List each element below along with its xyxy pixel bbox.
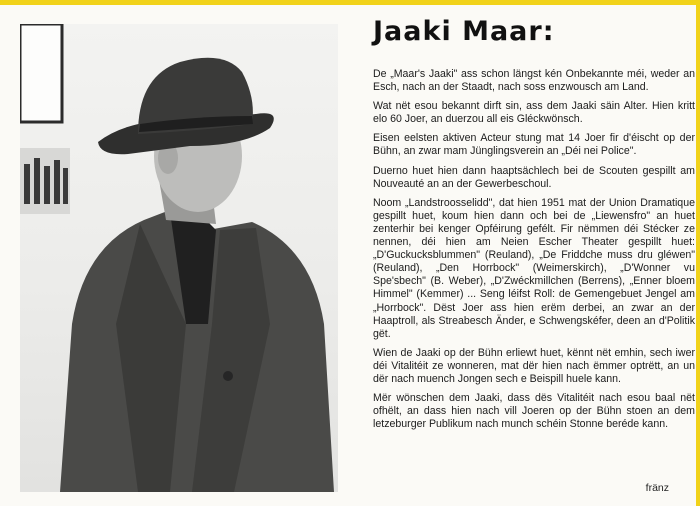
author-signature: fränz: [645, 482, 669, 494]
portrait-illustration: [20, 24, 338, 492]
portrait-photo: [20, 24, 338, 492]
paragraph: Eisen eelsten aktiven Acteur stung mat 14 Joer fir d'éischt op der Bühn, an zwar mam Jünglingsverein an „Déi nei Police".: [373, 132, 695, 158]
article-body: [373, 68, 695, 431]
coat-button: [223, 371, 233, 381]
paragraph: Noom „Landstroosselidd", dat hien 1951 mat der Union Dramatique gespillt huet, koum hien dann och bei de „Liewensfro" an huet zenterhir bei kenger Opféirung gefélt. Fir nëmmen déi Stécker ze nennen, déi hien am Neien Escher Theater gespillt huet: „D'Guckucksblummen" (Reuland), „De Friddche muss dru gléwen" (Reuland), „Den Horrbock" (Weimerskirch), „D'Wonner vu Spe'sbech" (B. Weber), „D'Zwéckmillchen (Berrens), „Enner bloem Himmel" (Kemmer) ... Seng léifst Roll: de Gemengebuet Jengel am „Horrbock". Dëst Joer ass hien erëm derbei, an zwar an der Haaptroll, als Streabesch Änder, e Schwengskéfer, deen an d'Politik gët.: [373, 196, 695, 340]
paragraph: Wat nët esou bekannt dirft sin, ass dem Jaaki säin Alter. Hien kritt elo 60 Joer, an duerzou all eis Gléckwönsch.: [373, 100, 695, 126]
paragraph: Mër wönschen dem Jaaki, dass dës Vitalitéit nach esou baal nët ofhëlt, an dass hien nach vill Joeren op der Bühn stoen an dem letzeburger Publikum nach munch schéin Stonne beréde kann.: [373, 392, 695, 431]
right-accent-band: [696, 0, 700, 506]
article: [373, 14, 695, 500]
paragraph: De „Maar's Jaaki" ass schon längst kén Onbekannte méi, weder an Esch, nach an der Staadt, nach soss enzwousch am Land.: [373, 68, 695, 94]
framed-poster: [20, 24, 62, 122]
paragraph: Wien de Jaaki op der Bühn erliewt huet, kënnt nët emhin, sech iwer déi Vitalitéit ze wonneren, mat dër hien nach ëmmer optrëtt, an un dër nach muench Jongen sech e Beispill huele kann.: [373, 346, 695, 385]
paragraph: Duerno huet hien dann haaptsächlech bei de Scouten gespillt am Nouveauté an an der Gewerbeschoul.: [373, 164, 695, 190]
top-accent-band: [0, 0, 700, 5]
article-title: Jaaki Maar:: [373, 16, 555, 47]
